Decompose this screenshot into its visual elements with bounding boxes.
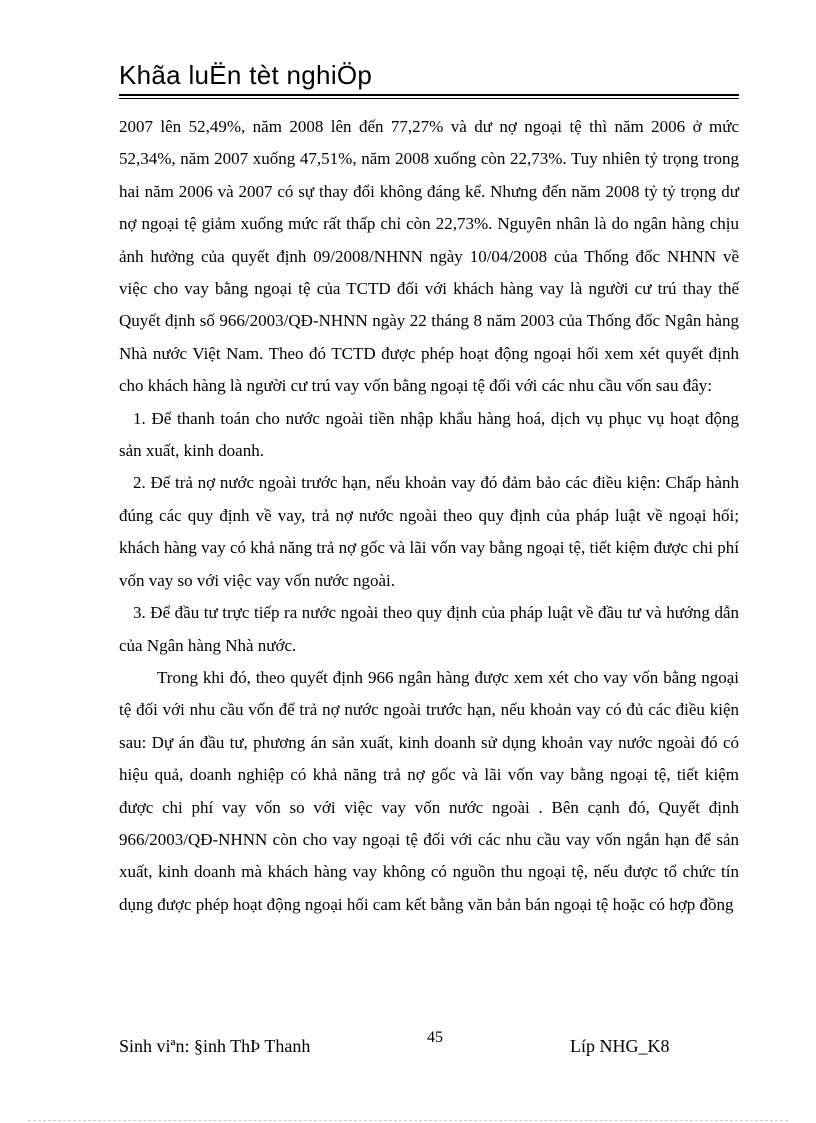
list-item-2: 2. Để trả nợ nước ngoài trước hạn, nếu khoản vay đó đảm bảo các điều kiện: Chấp hành đúng các quy định về vay, trả nợ nước ngoài theo quy định của pháp luật về ngoại hối; khách hàng vay có khả năng trả nợ gốc và lãi vốn vay bằng ngoại tệ, tiết kiệm được chi phí vốn vay so với việc vay vốn nước ngoài. [119, 473, 739, 590]
header-rule-thick [119, 94, 739, 96]
list-item-3: 3. Để đầu tư trực tiếp ra nước ngoài theo quy định của pháp luật về đầu tư và hướng dẫn của Ngân hàng Nhà nước. [119, 603, 739, 655]
footer-class: Líp NHG_K8 [570, 1036, 670, 1056]
paragraph-intro: 2007 lên 52,49%, năm 2008 lên đến 77,27% và dư nợ ngoại tệ thì năm 2006 ở mức 52,34%, năm 2007 xuống 47,51%, năm 2008 xuống còn 22,73%. Tuy nhiên tỷ trọng trong hai năm 2006 và 2007 có sự thay đổi không đáng kể. Nhưng đến năm 2008 tỷ tỷ trọng dư nợ ngoại tệ giảm xuống mức rất thấp chỉ còn 22,73%. Nguyên nhân là do ngân hàng chịu ảnh hưởng của quyết định 09/2008/NHNN ngày 10/04/2008 của Thống đốc NHNN về việc cho vay bằng ngoại tệ của TCTD đối với khách hàng vay là người cư trú thay thế Quyết định số 966/2003/QĐ-NHNN ngày 22 tháng 8 năm 2003 của Thống đốc Ngân hàng Nhà nước Việt Nam. Theo đó TCTD được phép hoạt động ngoại hối xem xét quyết định cho khách hàng là người cư trú vay vốn bằng ngoại tệ đối với các nhu cầu vốn sau đây: [119, 117, 739, 396]
paragraph-main: Trong khi đó, theo quyết định 966 ngân hàng được xem xét cho vay vốn bằng ngoại tệ đối với nhu cầu vốn để trả nợ nước ngoài trước hạn, nếu khoản vay có đủ các điều kiện sau: Dự án đầu tư, phương án sản xuất, kinh doanh sử dụng khoản vay nước ngoài đó có hiệu quả, doanh nghiệp có khả năng trả nợ gốc và lãi vốn vay bằng ngoại tệ, tiết kiệm được chi phí vay vốn so với việc vay vốn nước ngoài . Bên cạnh đó, Quyết định 966/2003/QĐ-NHNN còn cho vay ngoại tệ đối với các nhu cầu vay vốn ngắn hạn để sản xuất, kinh doanh mà khách hàng vay không có nguồn thu ngoại tệ, nếu được tổ chức tín dụng được phép hoạt động ngoại hối cam kết bằng văn bản bán ngoại tệ hoặc có hợp đồng [119, 667, 739, 914]
page-number: 45 [427, 1029, 443, 1046]
body-text [119, 111, 739, 921]
list-item-1: 1. Để thanh toán cho nước ngoài tiền nhập khẩu hàng hoá, dịch vụ phục vụ hoạt động sản xuất, kinh doanh. [119, 408, 739, 461]
page-edge [28, 1120, 788, 1121]
footer-student-name: Sinh viªn: §inh ThÞ Thanh [119, 1036, 311, 1056]
page-header-title: Khãa luËn tèt nghiÖp [119, 60, 373, 90]
header-rule-thin [119, 98, 739, 99]
